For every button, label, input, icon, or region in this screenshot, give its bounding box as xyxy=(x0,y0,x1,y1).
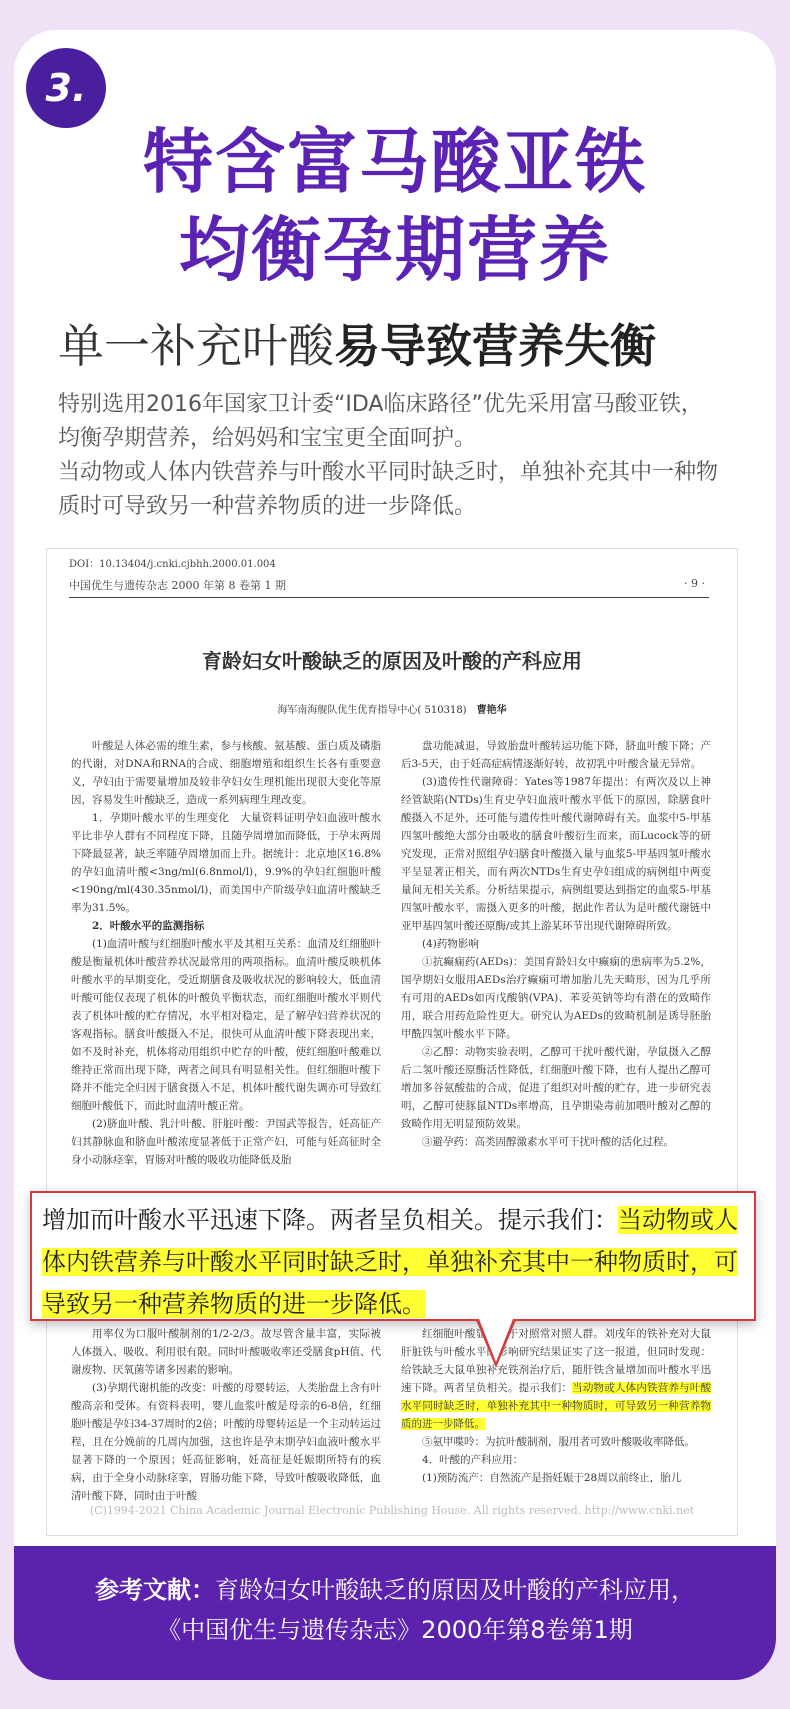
callout-pointer-fill xyxy=(479,1319,513,1362)
paper-paragraph: 叶酸是人体必需的维生素，参与核酸、氨基酸、蛋白质及磷脂的代谢，对DNA和RNA的合成、细胞增殖和组织生长各有重要意义，孕妇由于需要量增加及较非孕妇女生理机能出现很大变化等原因，容易发生叶酸缺乏，造成一系列病理生理改变。 xyxy=(71,740,381,806)
paper-scan xyxy=(46,548,738,1536)
page-title xyxy=(0,118,790,294)
reference-line-1 xyxy=(14,1570,776,1610)
paper-paragraph: (2)脐血叶酸、乳汁叶酸、肝脏叶酸：尹国武等报告，妊高征产妇其静脉血和脐血叶酸浓度显著低于正常产妇，可能与妊高征时全身小动脉痉挛，胃肠对叶酸的吸收功能降低及胎 xyxy=(71,1118,381,1166)
zoom-callout xyxy=(30,1191,756,1321)
paper-paragraph: 用率仅为口服叶酸制剂的1/2-2/3。故尽管含量丰富，实际被人体摄入、吸收、利用很有限。同时叶酸吸收率还受膳食pH值、代谢废物、厌氧菌等诸多因素的影响。 xyxy=(71,1328,381,1376)
reference-line-2: 《中国优生与遗传杂志》2000年第8卷第1期 xyxy=(157,1616,633,1644)
subheading-bold: 易导致营养失衡 xyxy=(334,319,656,373)
intro-text xyxy=(58,388,718,524)
paper-paragraph: 1．孕期叶酸水平的生理变化 大量资料证明孕妇血液叶酸水平比非孕人群有不同程度下降，且随孕周增加而降低，于孕末两周下降最显著，缺乏率随孕周增加而上升。据统计：北京地区16.8%的孕妇血清叶酸<3ng/ml(6.8nmol/l)，9.9%的孕妇红细胞叶酸<190ng/ml(430.35nmol/l)，而美国中产阶级孕妇血清叶酸缺乏率为31.5%。 xyxy=(71,812,381,914)
intro-paragraph-2: 当动物或人体内铁营养与叶酸水平同时缺乏时，单独补充其中一种物质时可导致另一种营养物质的进一步降低。 xyxy=(58,460,719,519)
callout-highlighted-text: 当动物或人体内铁营养与叶酸水平同时缺乏时，单独补充其中一种物质时，可导致另一种营养物质的进一步降低。 xyxy=(42,1206,738,1318)
callout-text: 增加而叶酸水平迅速下降。两者呈负相关。提示我们： xyxy=(42,1206,618,1234)
paper-right-column-lower xyxy=(401,1325,711,1487)
reference-banner xyxy=(14,1546,776,1680)
subheading xyxy=(58,316,656,376)
paper-paragraph: (3)遗传性代谢障碍：Yates等1987年提出：有两次及以上神经管缺陷(NTDs)生育史孕妇血液叶酸水平低下的原因，除膳食叶酸摄入不足外，还可能与遗传性叶酸代谢障碍有关。血浆中5-甲基四氢叶酸绝大部分由吸收的膳食叶酸衍生而来，而Lucock等的研究发现，正常对照组孕妇膳食叶酸摄入量与血浆5-甲基四氢叶酸水平呈显著正相关，而有两次NTDs生育史孕妇组成的病例组中两变量间无相关关系。分析结果提示，病例组要达到指定的血浆5-甲基四氢叶酸水平，需摄入更多的叶酸，据此作者认为是叶酸代谢链中亚甲基四氢叶酸还原酶/或其上游某环节出现代谢障碍所致。 xyxy=(401,776,711,932)
paper-paragraph: 盘功能减退，导致胎盘叶酸转运功能下降，脐血叶酸下降；产后3-5天，由于妊高症病情逐渐好转，故初乳中叶酸含量无异常。 xyxy=(401,740,711,770)
reference-label: 参考文献： xyxy=(95,1576,215,1604)
paper-left-column xyxy=(71,737,381,1169)
journal-name: 中国优生与遗传杂志 2000 年第 8 卷第 1 期 xyxy=(69,579,286,592)
reference-title: 育龄妇女叶酸缺乏的原因及叶酸的产科应用， xyxy=(215,1576,695,1604)
title-line-1: 特含富马酸亚铁 xyxy=(143,121,647,203)
subheading-normal: 单一补充叶酸 xyxy=(58,319,334,373)
paper-section-heading: 4．叶酸的产科应用： xyxy=(422,1454,524,1466)
paper-highlighted-text: 当动物或人体内铁营养与叶酸水平同时缺乏时，单独补充其中一种物质时，可导致另一种营养物质的进一步降低。 xyxy=(401,1382,712,1430)
paper-paragraph: (1)预防流产：自然流产是指妊娠于28周以前终止，胎儿 xyxy=(422,1472,682,1484)
paper-left-column-lower xyxy=(71,1325,381,1505)
title-line-2: 均衡孕期营养 xyxy=(179,209,611,291)
paper-paragraph: ⑤氨甲喋呤：为抗叶酸制剂，服用者可致叶酸吸收率降低。 xyxy=(422,1436,695,1448)
paper-author-line xyxy=(47,701,737,716)
paper-text: 红细胞叶酸显著高于对照常对照人群。刘戌年的铁补充对大鼠肝脏铁与叶酸水平的影响研究结果证实了这一报道，但同时发现：给铁缺乏大鼠单独补充铁剂治疗后，随肝铁含量增加而叶酸水平迅速下降。两者呈负相关。提示我们： xyxy=(401,1328,711,1394)
paper-paragraph: (4)药物影响 xyxy=(422,938,479,950)
paper-right-column xyxy=(401,737,711,1151)
paper-title: 育龄妇女叶酸缺乏的原因及叶酸的产科应用 xyxy=(202,649,582,673)
page-number: · 9 · xyxy=(684,577,705,590)
paper-doi: DOI：10.13404/j.cnki.cjbhh.2000.01.004 xyxy=(69,559,276,570)
paper-paragraph: (3)孕期代谢机能的改变：叶酸的母婴转运，人类胎盘上含有叶酸高亲和受体。有资料表明，婴儿血浆叶酸是母亲的6-8倍，红细胞叶酸是孕妇34-37周时的2倍；叶酸的母婴转运是一个主动转运过程，且在分娩前的几周内加强，这也许是孕末期孕妇血液叶酸水平显著下降的一个原因；妊高征影响，妊高征是妊娠期所特有的疾病，由于全身小动脉痉挛，胃肠功能下降，导致叶酸吸收降低，血清叶酸下降，同时由于叶酸 xyxy=(71,1382,381,1502)
paper-copyright-watermark: (C)1994-2021 China Academic Journal Electronic Publishing House. All rights reserved. http://www.cnki.net xyxy=(89,1504,695,1517)
paper-paragraph: ②乙醇：动物实验表明，乙醇可干扰叶酸代谢，孕鼠摄入乙醇后二氢叶酸还原酶活性降低，红细胞叶酸下降，也有人提出乙醇可增加多谷氨酸盐的合成，促进了组织对叶酸的贮存，进一步研究表明，乙醇可使豚鼠NTDs率增高，且孕期染毒前加喂叶酸对乙醇的致畸作用无明显预防效果。 xyxy=(401,1046,711,1130)
paper-affiliation: 海军南海舰队优生优育指导中心( 510318) xyxy=(277,705,467,716)
paper-paragraph: ③避孕药：高类固醇激素水平可干扰叶酸的活化过程。 xyxy=(422,1136,674,1148)
paper-author: 曹艳华 xyxy=(476,705,507,716)
paper-paragraph: ①抗癫痫药(AEDs)：美国育龄妇女中癫痫的患病率为5.2%，国孕期妇女服用AEDs治疗癫痫可增加胎儿先天畸形，因为几乎所有可用的AEDs如丙戊酸钠(VPA)、苯妥英钠等均有潜在的致畸作用，联合用药危险性更大。研究认为AEDs的致畸机制是诱导胚胎甲酰四氢叶酸水平下降。 xyxy=(401,956,711,1040)
intro-paragraph-1: 特别选用2016年国家卫计委“IDA临床路径”优先采用富马酸亚铁，均衡孕期营养，给妈妈和宝宝更全面呵护。 xyxy=(58,392,703,451)
paper-journal-header xyxy=(69,577,709,598)
paper-paragraph: (1)血清叶酸与红细胞叶酸水平及其相互关系：血清及红细胞叶酸是衡量机体叶酸营养状况最常用的两项指标。血清叶酸反映机体叶酸水平的早期变化，受近期膳食及吸收状况的影响较大，低血清叶酸可能仅表现了机体的叶酸负平衡状态，而红细胞叶酸水平则代表了机体叶酸的贮存情况，水平相对稳定，是了解孕妇营养状况的客观指标。膳食叶酸摄入不足，很快可从血清叶酸下降表现出来，如不及时补充，机体将动用组织中贮存的叶酸，使红细胞叶酸难以维持正常而出现下降，两者之间具有明显相关性。但红细胞叶酸下降并不能完全归因于膳食摄入不足，机体叶酸代谢失调亦可导致红细胞叶酸低下，而此时血清叶酸正常。 xyxy=(71,938,381,1112)
step-number-badge: 3. xyxy=(26,48,106,128)
paper-paragraph xyxy=(401,1325,711,1433)
paper-section-heading: 2．叶酸水平的监测指标 xyxy=(92,920,205,932)
